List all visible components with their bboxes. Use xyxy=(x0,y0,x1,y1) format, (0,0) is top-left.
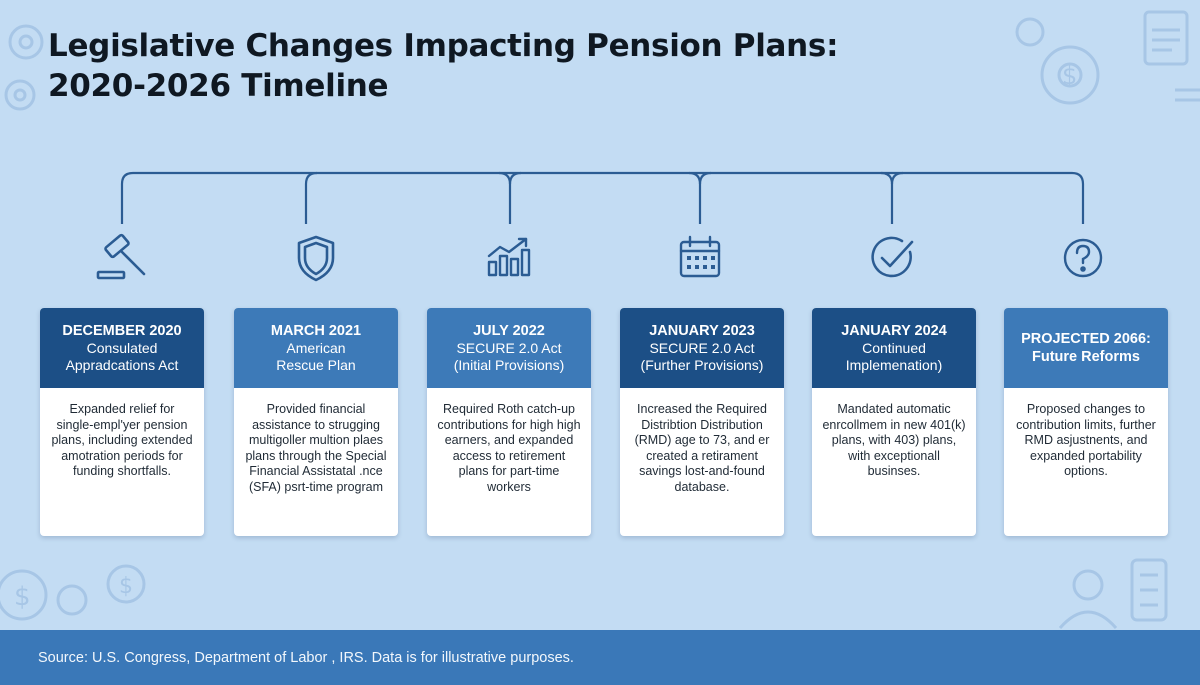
milestone-card-dec-2020 xyxy=(40,308,204,536)
shield-icon xyxy=(286,228,346,288)
milestone-name-line-2: Appradcations Act xyxy=(65,357,179,373)
milestone-date: JANUARY 2024 xyxy=(841,323,947,339)
checkmark-icon xyxy=(862,228,922,288)
page-title-line-2: 2020-2026 Timeline xyxy=(48,68,389,104)
milestone-name-line-1: SECURE 2.0 Act xyxy=(649,340,755,356)
milestone-name-line-1: Future Reforms xyxy=(1032,349,1140,365)
milestone-card-projected xyxy=(1004,308,1168,536)
svg-text:$: $ xyxy=(1062,62,1078,90)
svg-text:$: $ xyxy=(14,582,31,612)
milestone-card-mar-2021 xyxy=(234,308,398,536)
milestone-date: JULY 2022 xyxy=(473,323,545,339)
milestone-description: Expanded relief for single-empl'yer pension plans, including extended amotration periods for funding shortfalls. xyxy=(51,402,193,478)
milestone-card-jan-2024 xyxy=(812,308,976,536)
milestone-description: Proposed changes to contribution limits, further RMD asjustnents, and expanded portability options. xyxy=(1016,402,1156,478)
milestone-name-line-2: (Further Provisions) xyxy=(640,357,764,373)
milestone-name-line-2: Implemenation) xyxy=(845,357,943,373)
growth-chart-icon xyxy=(480,228,540,288)
milestone-header xyxy=(234,308,398,388)
milestone-description: Increased the Required Distribtion Distribution (RMD) age to 73, and er created a retirament savings lost-and-found database. xyxy=(634,402,770,494)
milestone-header xyxy=(427,308,591,388)
question-icon xyxy=(1053,228,1113,288)
milestone-name-line-1: Consulated xyxy=(86,340,158,356)
milestone-name-line-1: SECURE 2.0 Act xyxy=(456,340,562,356)
milestone-header xyxy=(1004,308,1168,388)
milestone-name-line-2: (Initial Provisions) xyxy=(453,357,565,373)
milestone-date: DECEMBER 2020 xyxy=(62,323,182,339)
milestone-card-jul-2022 xyxy=(427,308,591,536)
calendar-icon xyxy=(670,228,730,288)
source-note: Source: U.S. Congress, Department of Labor , IRS. Data is for illustrative purposes. xyxy=(38,649,574,666)
milestone-header xyxy=(620,308,784,388)
gavel-icon xyxy=(92,228,152,288)
milestone-name-line-2: Rescue Plan xyxy=(276,357,356,373)
milestone-date: PROJECTED 2066: xyxy=(1021,331,1151,347)
milestone-name-line-1: Continued xyxy=(862,340,926,356)
page-title-line-1: Legislative Changes Impacting Pension Plans: xyxy=(48,28,839,64)
milestone-date: MARCH 2021 xyxy=(270,323,362,339)
milestone-description: Mandated automatic enrcollmem in new 401(k) plans, with 403) plans, with exceptionall businses. xyxy=(822,402,966,478)
milestone-header xyxy=(812,308,976,388)
milestone-description: Required Roth catch-up contributions for high high earners, and expanded access to retirement plans for part-time workers xyxy=(437,402,581,494)
milestone-name-line-1: American xyxy=(286,340,346,356)
milestone-card-jan-2023 xyxy=(620,308,784,536)
footer-bar xyxy=(0,630,1200,685)
milestone-header xyxy=(40,308,204,388)
svg-text:$: $ xyxy=(119,574,133,599)
milestone-date: JANUARY 2023 xyxy=(649,323,755,339)
milestone-description: Provided financial assistance to strugging multigoller multion plaes plans through the Special Financial Assistatal .nce (SFA) psrt-time program xyxy=(245,402,387,494)
